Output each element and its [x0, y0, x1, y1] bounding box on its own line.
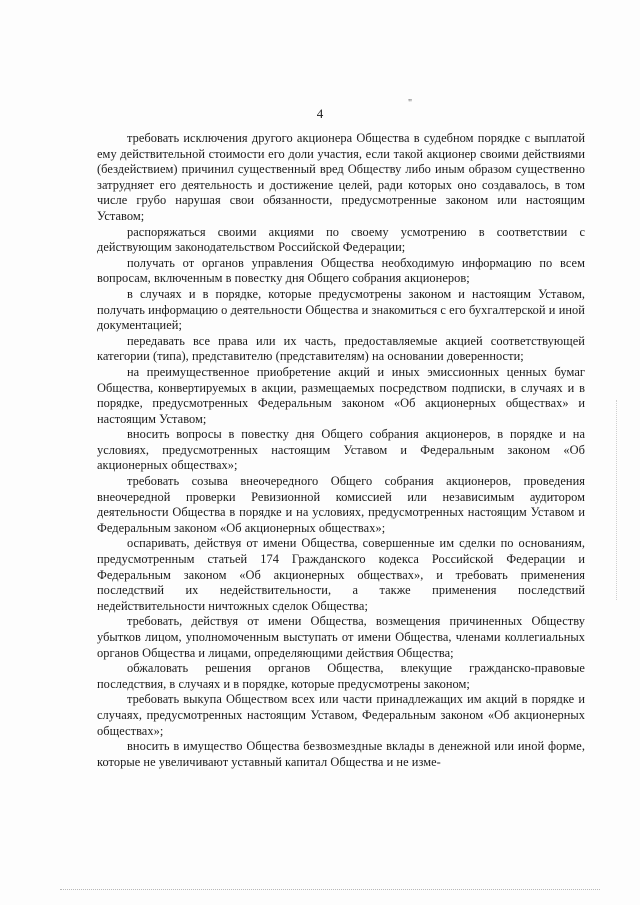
paragraph: вносить в имущество Общества безвозмездные вклады в денежной или иной форме, которые не увеличивают уставный капитал Общества и не изме- — [97, 739, 585, 769]
paragraph: вносить вопросы в повестку дня Общего собрания акционеров, в порядке и на условиях, предусмотренных настоящим Уставом и Федеральным законом «Об акционерных обществах»; — [97, 427, 585, 473]
paragraph: в случаях и в порядке, которые предусмотрены законом и настоящим Уставом, получать информацию о деятельности Общества и знакомиться с его бухгалтерской и иной документацией; — [97, 286, 585, 333]
paragraph: требовать созыва внеочередного Общего собрания акционеров, проведения внеочередной проверки Ревизионной комиссией или независимым аудитором деятельности Общества в порядке и на условиях, предусмотренных настоящим Уставом и Федеральным законом «Об акционерных обществах»; — [97, 474, 585, 535]
paragraph: оспаривать, действуя от имени Общества, совершенные им сделки по основаниям, предусмотренным статьей 174 Гражданского кодекса Российской Федерации и Федеральным законом «Об акционерных обществах», и требовать применения последствий их недействительности, а также применения последствий недействительности ничтожных сделок Общества; — [97, 536, 585, 613]
paragraph: требовать исключения другого акционера Общества в судебном порядке с выплатой ему действительной стоимости его доли участия, если такой акционер своими действиями (бездействием) причинил существенный вред Обществу либо иным образом существенно затрудняет его деятельность и достижение целей, ради которых оно создавалось, в том числе грубо нарушая свои обязанности, предусмотренные законом или настоящим Уставом; — [97, 131, 585, 223]
scan-mark: " — [408, 98, 413, 109]
paragraph: требовать, действуя от имени Общества, возмещения причиненных Обществу убытков лицом, уполномоченным выступать от имени Общества, членами коллегиальных органов Общества и лицами, определяющими действия Общества; — [97, 614, 585, 660]
paragraph: требовать выкупа Обществом всех или части принадлежащих им акций в порядке и случаях, предусмотренных настоящим Уставом, Федеральным законом «Об акционерных обществах»; — [97, 692, 585, 738]
paragraph: передавать все права или их часть, предоставляемые акцией соответствующей категории (типа), представителю (представителям) на основании доверенности; — [97, 333, 585, 364]
body-text — [97, 131, 585, 770]
scan-artifact — [616, 400, 618, 600]
page-number: 4 — [316, 106, 324, 121]
footer-scan-line — [60, 889, 600, 890]
paragraph: получать от органов управления Общества необходимую информацию по всем вопросам, включенным в повестку дня Общего собрания акционеров; — [97, 255, 585, 286]
paragraph: обжаловать решения органов Общества, влекущие гражданско-правовые последствия, в случаях и в порядке, которые предусмотрены законом; — [97, 661, 585, 691]
paragraph: на преимущественное приобретение акций и иных эмиссионных ценных бумаг Общества, конвертируемых в акции, размещаемых посредством подписки, в случаях и в порядке, предусмотренных Федеральным законом «Об акционерных обществах» и настоящим Уставом; — [97, 364, 585, 426]
paragraph: распоряжаться своими акциями по своему усмотрению в соответствии с действующим законодательством Российской Федерации; — [97, 224, 585, 255]
